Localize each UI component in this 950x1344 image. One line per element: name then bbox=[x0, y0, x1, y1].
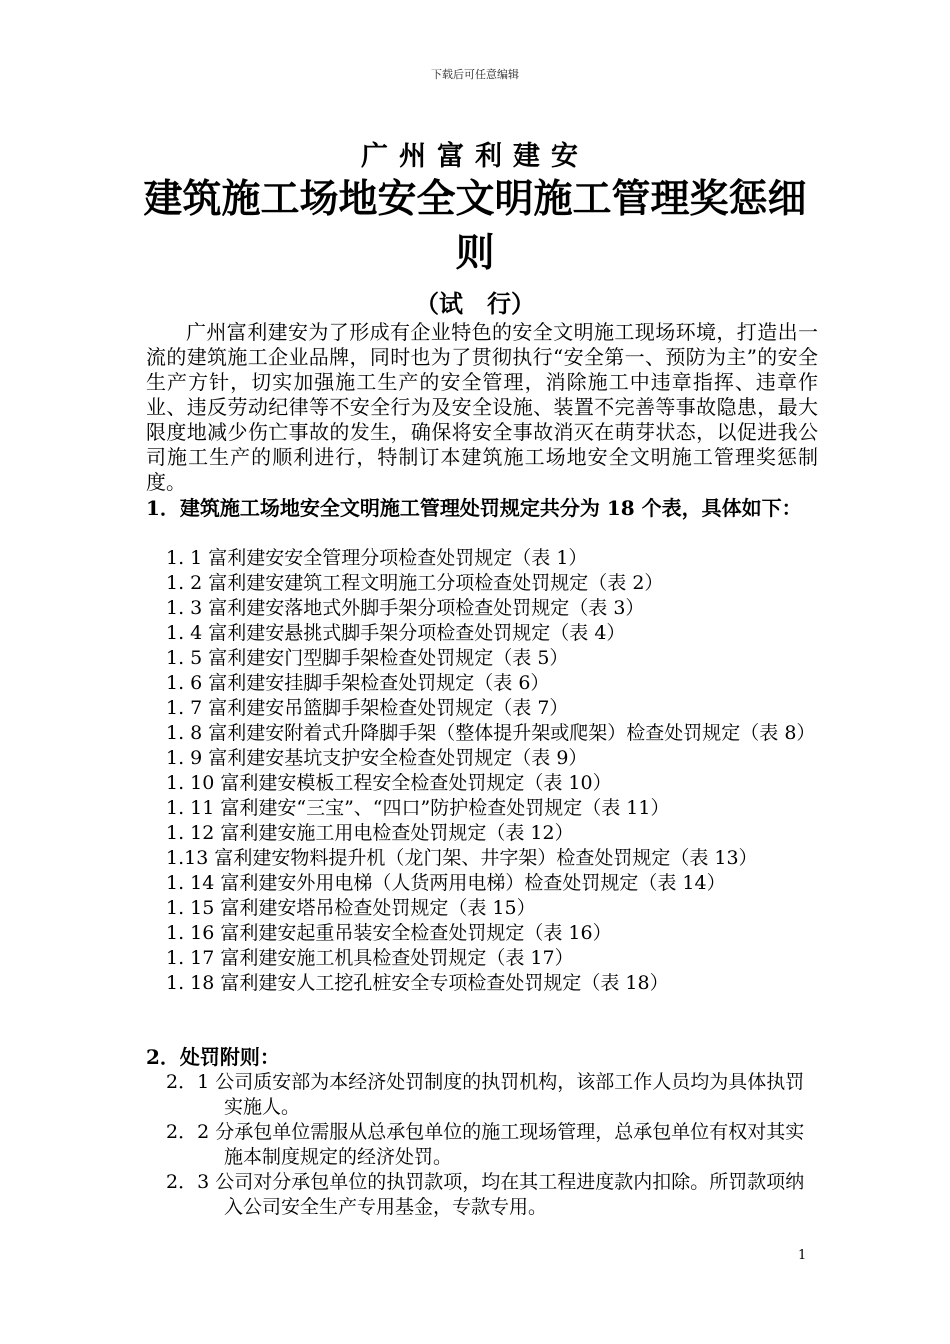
section-2-heading: 2．处罚附则： bbox=[146, 1045, 280, 1069]
header-note: 下载后可任意编辑 bbox=[431, 68, 519, 81]
list-item: 1. 6 富利建安挂脚手架检查处罚规定（表 6） bbox=[166, 672, 550, 694]
list-item: 1. 2 富利建安建筑工程文明施工分项检查处罚规定（表 2） bbox=[166, 572, 664, 594]
list-item: 1. 7 富利建安吊篮脚手架检查处罚规定（表 7） bbox=[166, 697, 569, 719]
list-item: 1. 4 富利建安悬挑式脚手架分项检查处罚规定（表 4） bbox=[166, 622, 626, 644]
document-subtitle: （试 行） bbox=[415, 289, 535, 318]
list-item: 1. 3 富利建安落地式外脚手架分项检查处罚规定（表 3） bbox=[166, 597, 645, 619]
list-item: 1. 9 富利建安基坑支护安全检查处罚规定（表 9） bbox=[166, 747, 588, 769]
list-item: 1. 12 富利建安施工用电检查处罚规定（表 12） bbox=[166, 822, 574, 844]
page-number: 1 bbox=[798, 1248, 807, 1263]
section-1-list bbox=[166, 546, 818, 996]
document-title: 建筑施工场地安全文明施工管理奖惩细则 bbox=[143, 176, 807, 276]
list-item: 1. 14 富利建安外用电梯（人货两用电梯）检查处罚规定（表 14） bbox=[166, 872, 726, 894]
list-item: 1. 11 富利建安“三宝”、“四口”防护检查处罚规定（表 11） bbox=[166, 797, 670, 819]
list-item: 1. 17 富利建安施工机具检查处罚规定（表 17） bbox=[166, 947, 574, 969]
intro-paragraph: 广州富利建安为了形成有企业特色的安全文明施工现场环境，打造出一流的建筑施工企业品牌，同时也为了贯彻执行“安全第一、预防为主”的安全生产方针，切实加强施工生产的安全管理，消除施工中违章指挥、违章作业、违反劳动纪律等不安全行为及安全设施、装置不完善等事故隐患，最大限度地减少伤亡事故的发生，确保将安全事故消灭在萌芽状态，以促进我公司施工生产的顺利进行，特制订本建筑施工场地安全文明施工管理奖惩制度。 bbox=[146, 320, 818, 494]
list-item: 1. 15 富利建安塔吊检查处罚规定（表 15） bbox=[166, 897, 536, 919]
list-item: 1. 1 富利建安安全管理分项检查处罚规定（表 1） bbox=[166, 547, 588, 569]
list-item: 1. 5 富利建安门型脚手架检查处罚规定（表 5） bbox=[166, 647, 569, 669]
list-item: 2．3 公司对分承包单位的执罚款项，均在其工程进度款内扣除。所罚款项纳入公司安全生产专用基金，专款专用。 bbox=[166, 1171, 805, 1218]
list-item: 1. 16 富利建安起重吊装安全检查处罚规定（表 16） bbox=[166, 922, 612, 944]
section-1-heading: 1．建筑施工场地安全文明施工管理处罚规定共分为 18 个表，具体如下： bbox=[146, 496, 802, 520]
list-item: 2．2 分承包单位需服从总承包单位的施工现场管理，总承包单位有权对其实施本制度规定的经济处罚。 bbox=[166, 1121, 805, 1168]
company-name: 广州富利建安 bbox=[361, 141, 589, 172]
list-item: 1. 10 富利建安模板工程安全检查处罚规定（表 10） bbox=[166, 772, 612, 794]
list-item: 1. 8 富利建安附着式升降脚手架（整体提升架或爬架）检查处罚规定（表 8） bbox=[166, 722, 816, 744]
section-2-list bbox=[166, 1070, 818, 1220]
list-item: 2．1 公司质安部为本经济处罚制度的执罚机构，该部工作人员均为具体执罚实施人。 bbox=[166, 1071, 805, 1118]
list-item: 1.13 富利建安物料提升机（龙门架、井字架）检查处罚规定（表 13） bbox=[166, 847, 758, 869]
list-item: 1. 18 富利建安人工挖孔桩安全专项检查处罚规定（表 18） bbox=[166, 972, 669, 994]
